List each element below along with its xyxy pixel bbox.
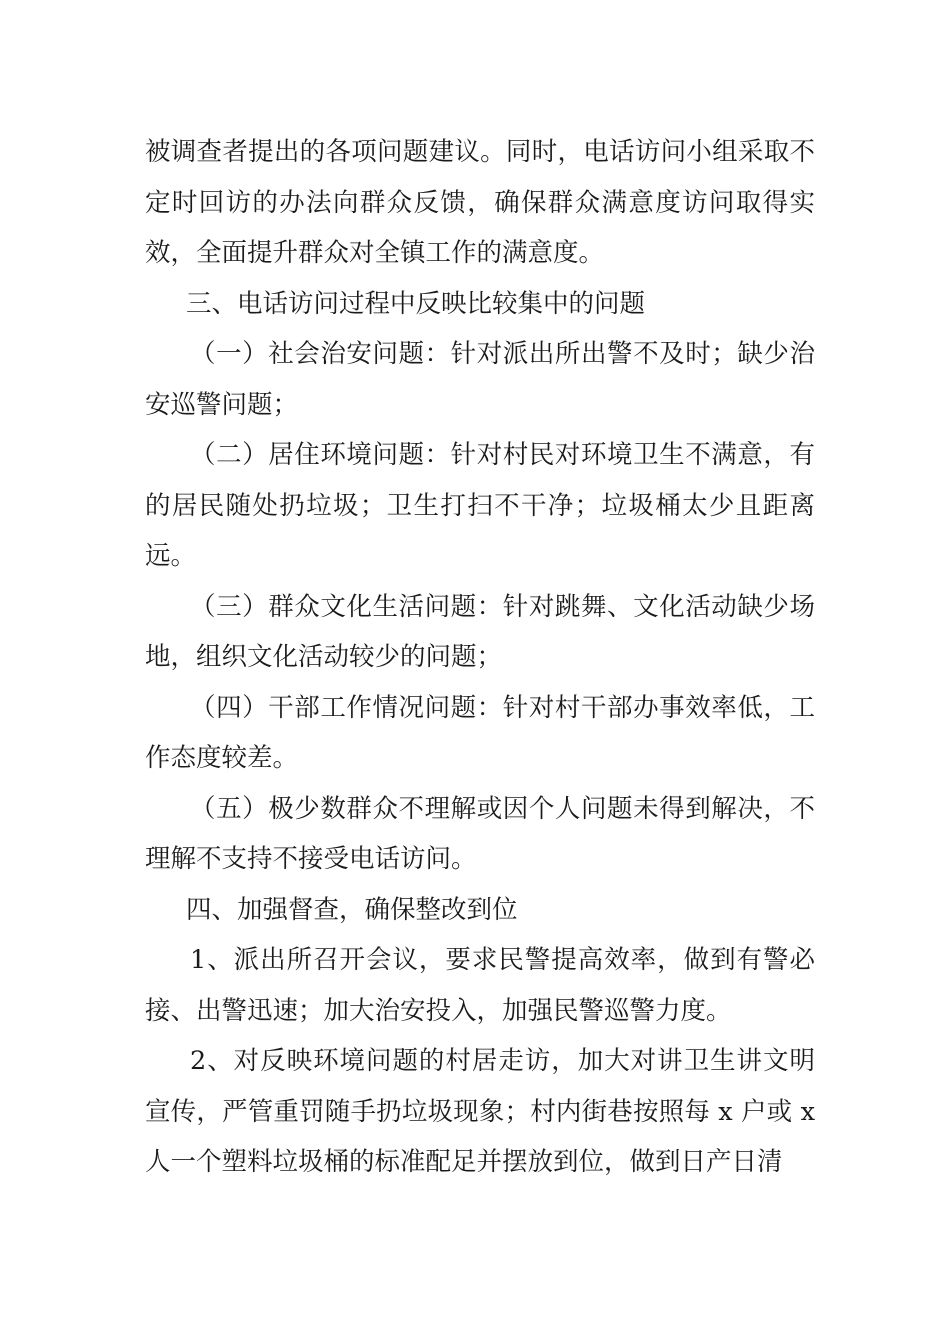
- paragraph-continuation: 被调查者提出的各项问题建议。同时，电话访问小组采取不定时回访的办法向群众反馈，确保群众满意度访问取得实效，全面提升群众对全镇工作的满意度。: [145, 137, 815, 268]
- measure-item-2: 2、对反映环境问题的村居走访，加大对讲卫生讲文明宣传，严管重罚随手扔垃圾现象；村内街巷按照每 x 户或 x 人一个塑料垃圾桶的标准配足并摆放到位，做到日产日清: [145, 1046, 815, 1177]
- measure-item-1: 1、派出所召开会议，要求民警提高效率，做到有警必接、出警迅速；加大治安投入，加强民警巡警力度。: [145, 945, 815, 1026]
- section-heading-3: 三、电话访问过程中反映比较集中的问题: [186, 288, 646, 319]
- issue-cultural-life: （三）群众文化生活问题：针对跳舞、文化活动缺少场地，组织文化活动较少的问题；: [145, 591, 815, 672]
- section-heading-4: 四、加强督查，确保整改到位: [186, 894, 518, 925]
- document-body: [145, 127, 815, 1188]
- issue-public-security: （一）社会治安问题：针对派出所出警不及时；缺少治安巡警问题；: [145, 339, 815, 420]
- issue-non-understanding: （五）极少数群众不理解或因个人问题未得到解决，不理解不支持不接受电话访问。: [145, 793, 815, 874]
- issue-cadre-work: （四）干部工作情况问题：针对村干部办事效率低，工作态度较差。: [145, 692, 815, 773]
- issue-living-environment: （二）居住环境问题：针对村民对环境卫生不满意，有的居民随处扔垃圾；卫生打扫不干净；垃圾桶太少且距离远。: [145, 440, 815, 571]
